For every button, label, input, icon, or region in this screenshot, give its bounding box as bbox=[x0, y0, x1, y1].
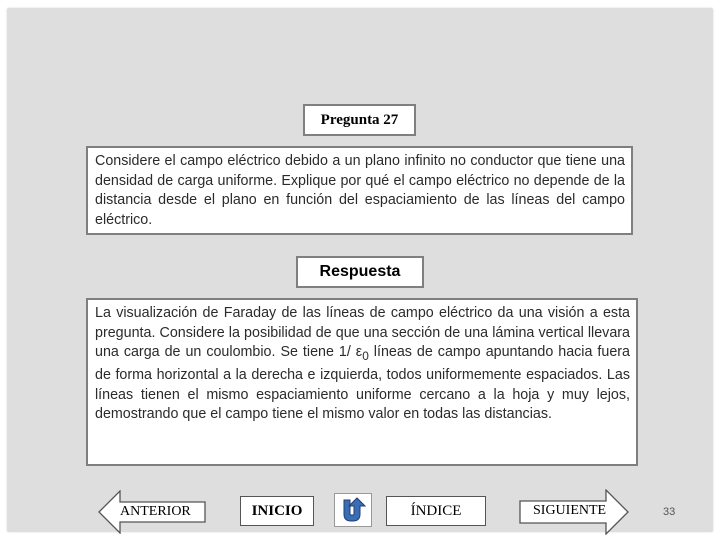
question-box bbox=[86, 146, 633, 235]
answer-title-box bbox=[296, 256, 424, 288]
index-button[interactable] bbox=[386, 496, 486, 526]
return-arrow-icon bbox=[338, 496, 368, 524]
question-text: Considere el campo eléctrico debido a un plano infinito no conductor que tiene una densidad de carga uniforme. Explique por qué el campo eléctrico no depende de la distancia desde el plano en función del espaciamiento de las líneas del campo eléctrico. bbox=[95, 153, 625, 228]
question-title: Pregunta 27 bbox=[320, 111, 399, 128]
answer-title: Respuesta bbox=[319, 263, 401, 280]
question-title-box bbox=[303, 104, 416, 136]
page-number: 33 bbox=[663, 506, 676, 518]
answer-text-part2: líneas de campo apuntando hacia fuera de forma horizontal a la derecha e izquierda, todos uniformemente espaciados. Las líneas tienen el mismo espaciamiento uniforme cercano a la hoja y muy lejos, demostrando que el campo tiene el mismo valor en todas las distancias. bbox=[95, 344, 630, 423]
index-label: ÍNDICE bbox=[410, 502, 462, 519]
home-button[interactable] bbox=[240, 496, 314, 526]
previous-button[interactable] bbox=[98, 490, 208, 534]
next-button[interactable] bbox=[518, 489, 630, 535]
answer-subscript: 0 bbox=[362, 348, 369, 363]
return-button[interactable] bbox=[334, 493, 372, 527]
answer-box bbox=[86, 298, 638, 466]
home-label: INICIO bbox=[251, 502, 303, 519]
next-label: SIGUIENTE bbox=[533, 503, 607, 518]
answer-text-part1: La visualización de Faraday de las líneas de campo eléctrico da una visión a esta pregunta. Considere la posibilidad de que una sección de una lámina vertical llevara una carga de un coulombio. Se tiene 1/ ε bbox=[95, 305, 630, 360]
previous-label: ANTERIOR bbox=[120, 504, 191, 519]
